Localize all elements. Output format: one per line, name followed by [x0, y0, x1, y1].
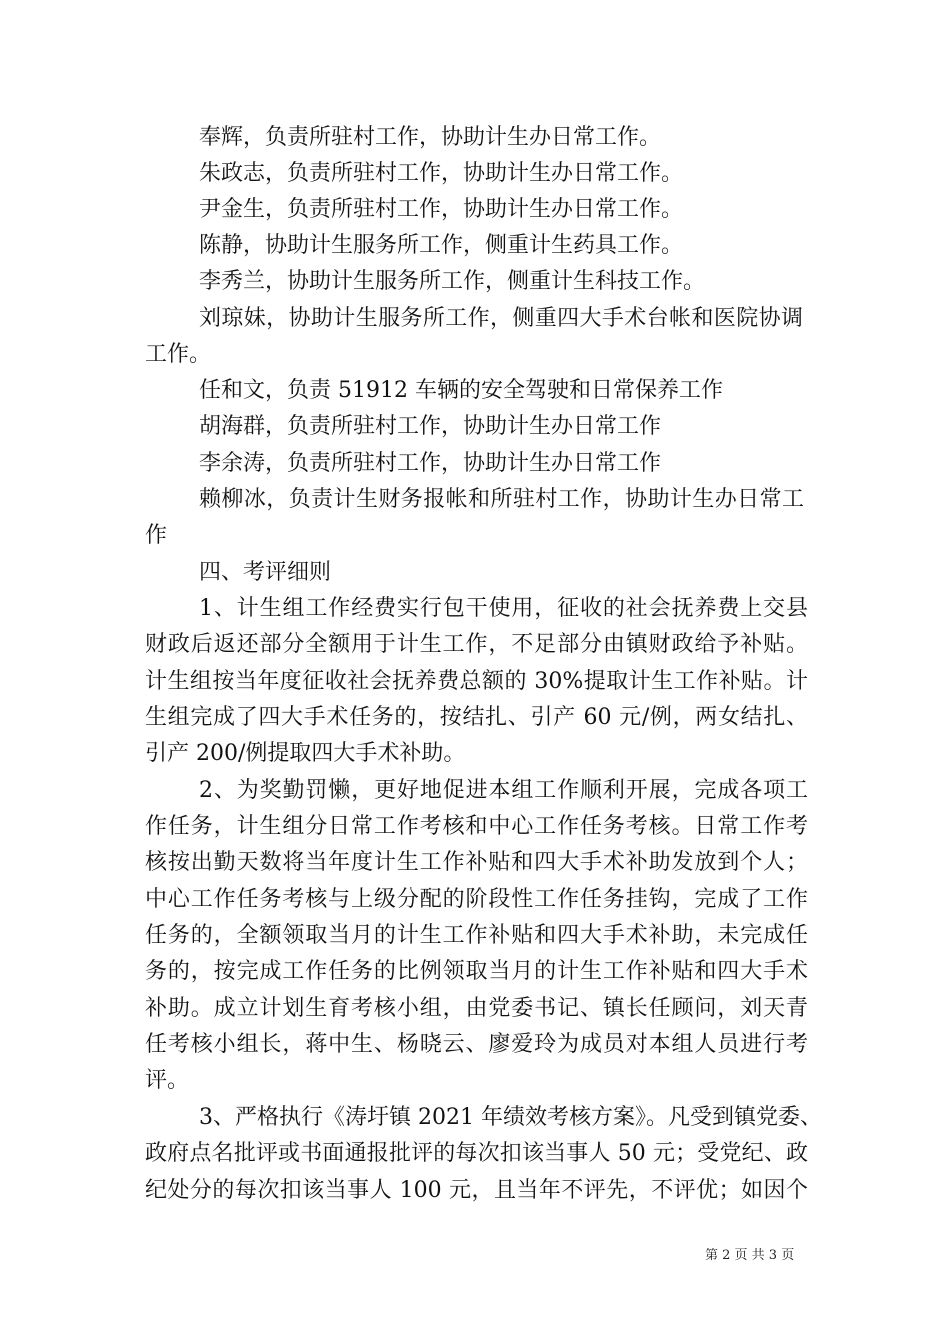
text-line: 纪处分的每次扣该当事人 100 元，且当年不评先，不评优；如因个 [145, 1178, 808, 1203]
text-line: 务的，按完成工作任务的比例领取当月的计生工作补贴和四大手术 [145, 959, 808, 984]
text-line: 核按出勤天数将当年度计生工作补贴和四大手术补助发放到个人； [145, 850, 808, 875]
text-line: 李余涛，负责所驻村工作，协助计生办日常工作 [199, 451, 662, 476]
text-line: 李秀兰，协助计生服务所工作，侧重计生科技工作。 [199, 269, 706, 294]
text-line: 作 [145, 523, 168, 548]
text-line: 任务的，全额领取当月的计生工作补贴和四大手术补助，未完成任 [145, 923, 808, 948]
text-line: 朱政志，负责所驻村工作，协助计生办日常工作。 [199, 161, 684, 186]
text-line: 中心工作任务考核与上级分配的阶段性工作任务挂钩，完成了工作 [145, 887, 808, 912]
text-line: 任和文，负责 51912 车辆的安全驾驶和日常保养工作 [199, 378, 723, 403]
text-line: 补助。成立计划生育考核小组，由党委书记、镇长任顾问，刘天青 [145, 996, 808, 1021]
text-line: 政府点名批评或书面通报批评的每次扣该当事人 50 元；受党纪、政 [145, 1141, 808, 1166]
text-line: 胡海群，负责所驻村工作，协助计生办日常工作 [199, 414, 662, 439]
text-line: 赖柳冰，负责计生财务报帐和所驻村工作，协助计生办日常工 [199, 487, 804, 512]
section-heading: 四、考评细则 [199, 560, 332, 585]
text-line: 奉辉，负责所驻村工作，协助计生办日常工作。 [199, 125, 662, 150]
text-line: 引产 200/例提取四大手术补助。 [145, 741, 466, 766]
text-line: 任考核小组长，蒋中生、杨晓云、廖爱玲为成员对本组人员进行考 [145, 1032, 808, 1057]
text-line: 评。 [145, 1068, 190, 1093]
text-line: 2、为奖勤罚懒，更好地促进本组工作顺利开展，完成各项工 [199, 778, 808, 803]
text-line: 生组完成了四大手术任务的，按结扎、引产 60 元/例，两女结扎、 [145, 705, 808, 730]
text-line: 计生组按当年度征收社会抚养费总额的 30%提取计生工作补贴。计 [145, 669, 808, 694]
text-line: 作任务，计生组分日常工作考核和中心工作任务考核。日常工作考 [145, 814, 808, 839]
text-line: 工作。 [145, 342, 212, 367]
text-line: 陈静，协助计生服务所工作，侧重计生药具工作。 [199, 233, 684, 258]
text-line: 1、计生组工作经费实行包干使用，征收的社会抚养费上交县 [199, 596, 808, 621]
text-line: 刘琼妹，协助计生服务所工作，侧重四大手术台帐和医院协调 [199, 306, 803, 331]
text-line: 3、严格执行《涛圩镇 2021 年绩效考核方案》。凡受到镇党委、 [199, 1105, 822, 1130]
text-line: 财政后返还部分全额用于计生工作，不足部分由镇财政给予补贴。 [145, 632, 808, 657]
page-number-footer: 第 2 页 共 3 页 [705, 1248, 795, 1263]
text-line: 尹金生，负责所驻村工作，协助计生办日常工作。 [199, 197, 684, 222]
